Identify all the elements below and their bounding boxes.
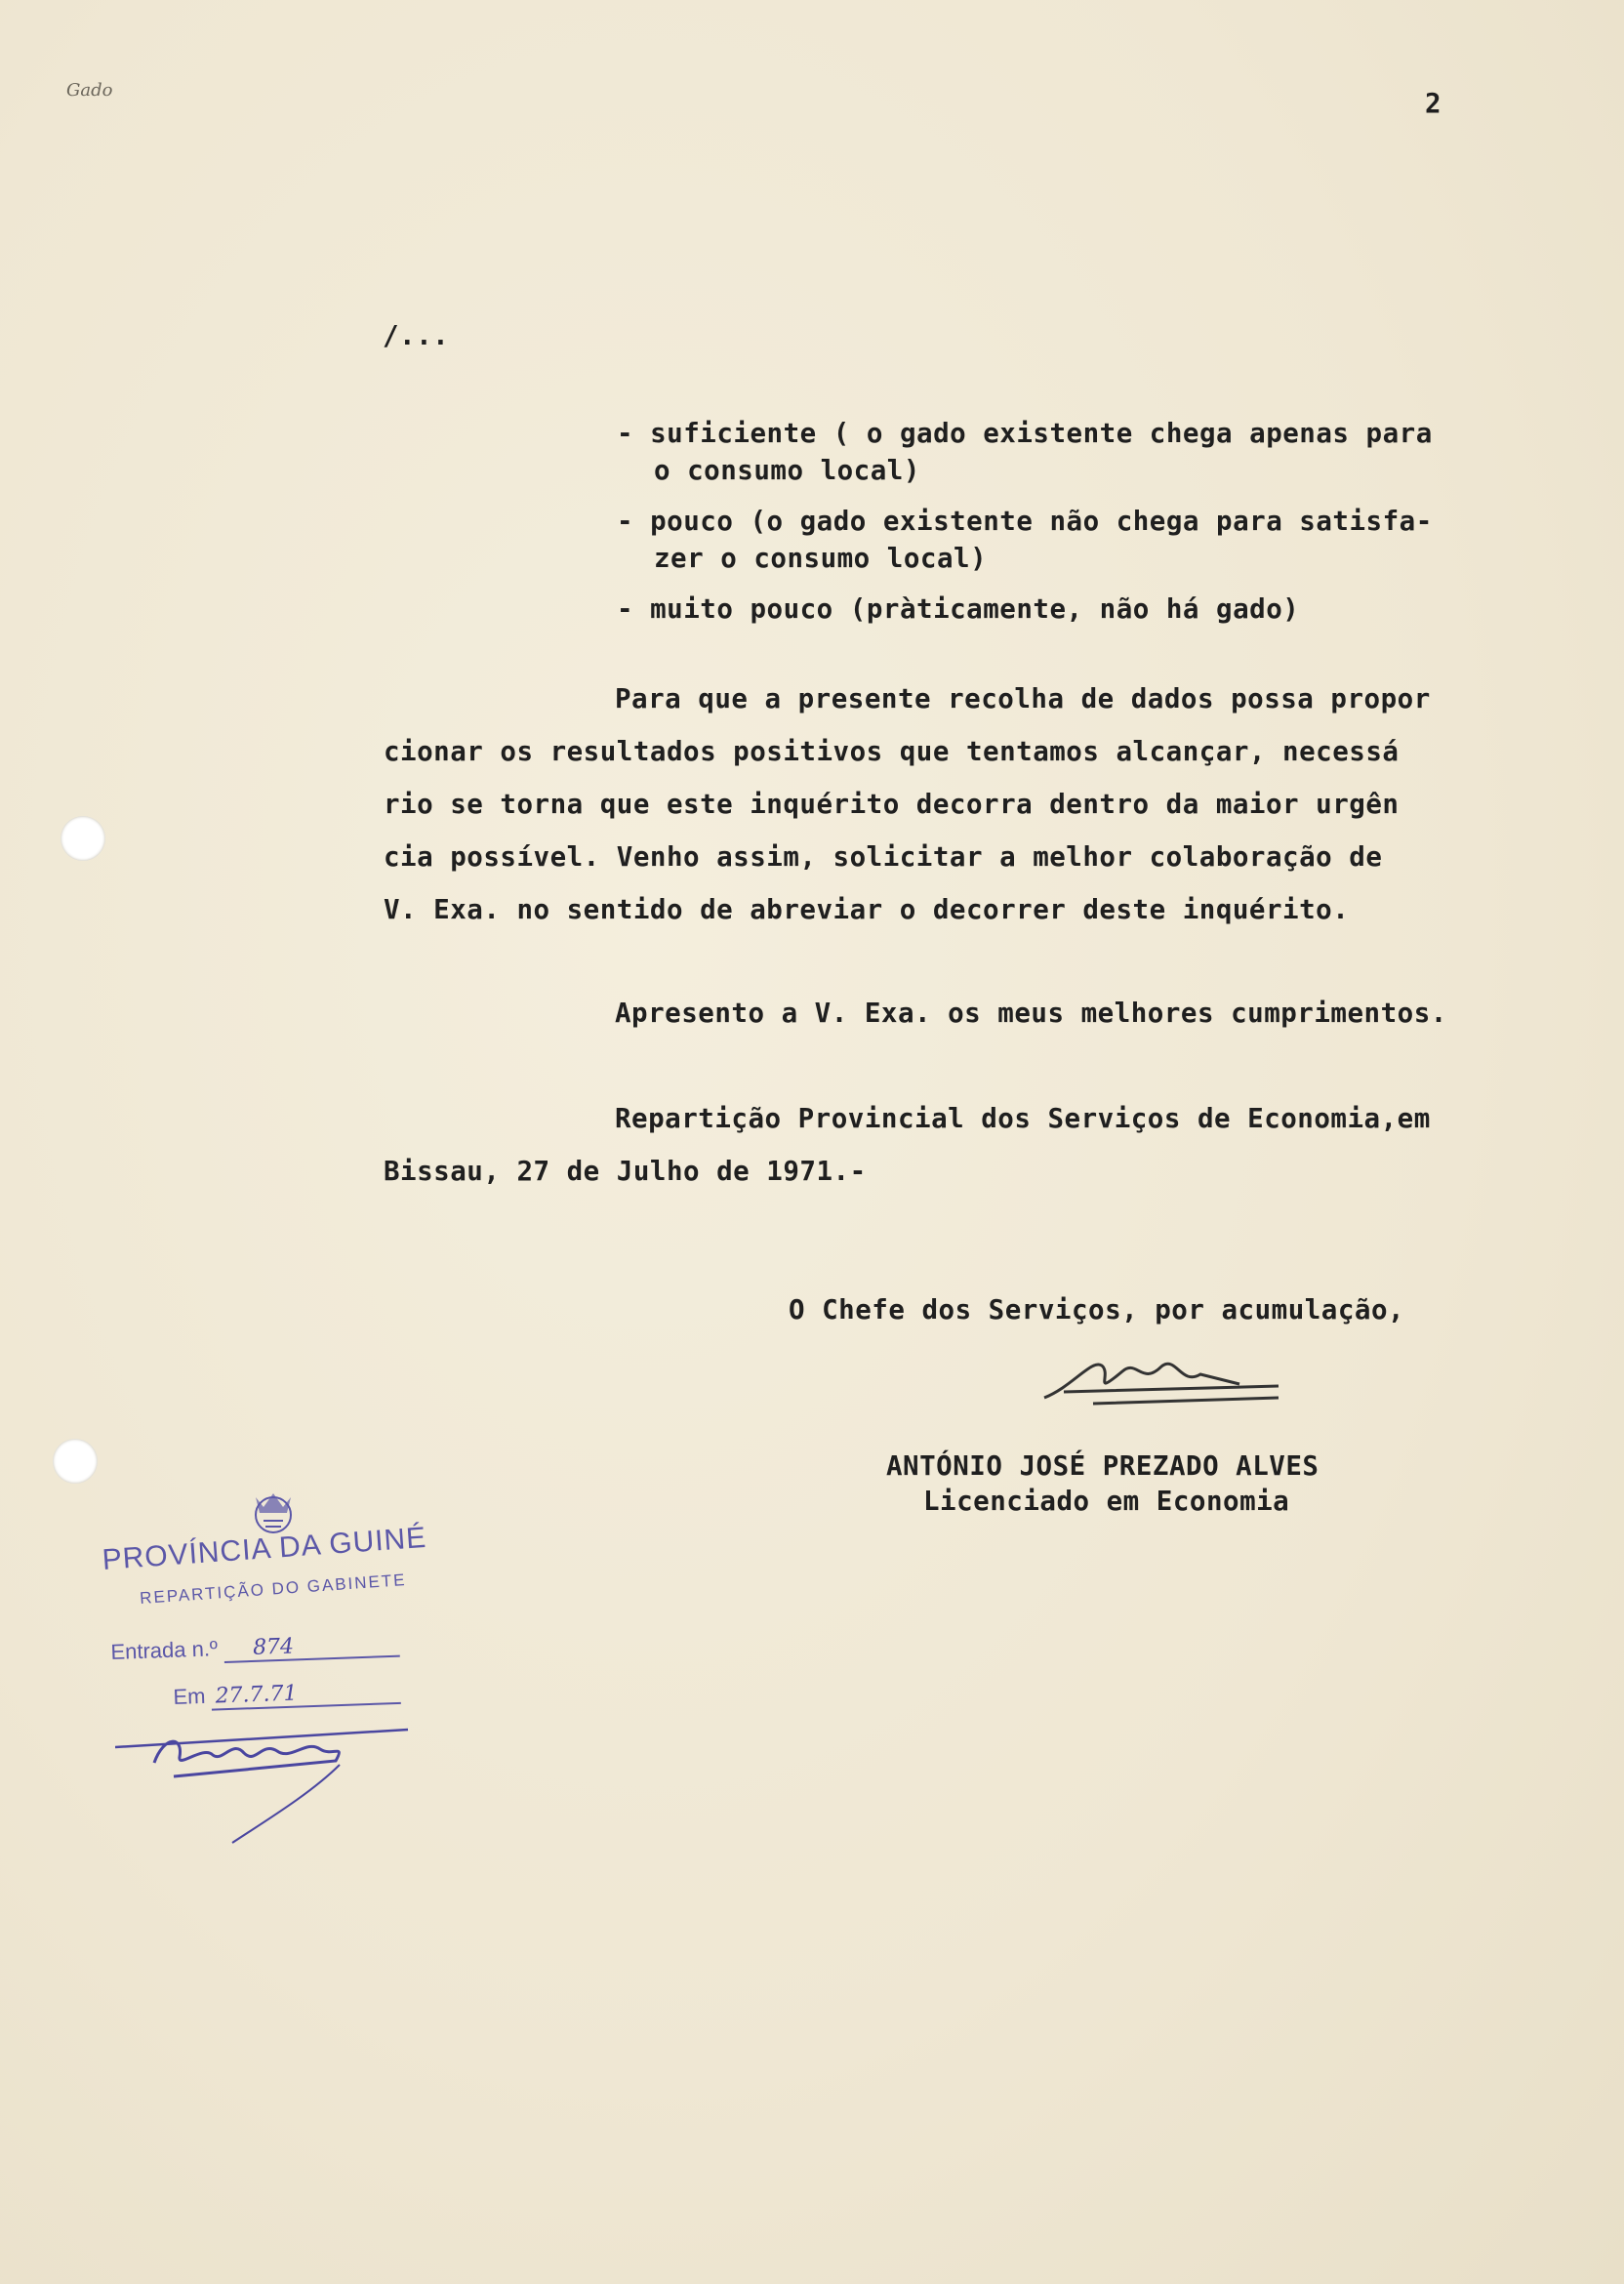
place-line: Repartição Provincial dos Serviços de Economia,em [615,1103,1431,1134]
corner-note: Gado [66,80,113,101]
bullet-1-line-2: o consumo local) [654,455,920,486]
signer-name: ANTÓNIO JOSÉ PREZADO ALVES [886,1450,1320,1482]
signer-title: Licenciado em Economia [923,1486,1290,1517]
date-line: Bissau, 27 de Julho de 1971.- [384,1156,867,1187]
signature-mark [1035,1347,1288,1415]
page-number: 2 [1425,88,1442,119]
paragraph-line-3: rio se torna que este inquérito decorra dentro da maior urgên [384,789,1400,820]
continuation-mark: /... [383,320,450,351]
stamp-subtitle: REPARTIÇÃO DO GABINETE [139,1570,408,1609]
received-stamp [98,1484,488,1855]
bullet-2-line-2: zer o consumo local) [654,543,988,574]
stamp-title: PROVÍNCIA DA GUINÉ [101,1521,428,1577]
bullet-2-line-1: - pouco (o gado existente não chega para satisfa- [617,506,1433,537]
stamp-date-label: Em [173,1683,206,1710]
signer-role: O Chefe dos Serviços, por acumulação, [789,1294,1405,1326]
stamp-signature-mark [115,1706,486,1853]
punch-hole-bottom [53,1439,98,1484]
paragraph-line-2: cionar os resultados positivos que tentamos alcançar, necessá [384,736,1400,767]
stamp-entry-number: 874 [223,1631,400,1663]
bullet-1-line-1: - suficiente ( o gado existente chega apenas para [617,418,1433,449]
stamp-entry [110,1630,399,1667]
paragraph-line-1: Para que a presente recolha de dados possa propor [615,683,1431,714]
punch-hole-top [61,816,105,861]
paragraph-line-5: V. Exa. no sentido de abreviar o decorrer deste inquérito. [384,894,1350,925]
bullet-3-line-1: - muito pouco (pràticamente, não há gado) [617,593,1300,625]
paragraph-line-4: cia possível. Venho assim, solicitar a melhor colaboração de [384,841,1383,873]
stamp-entry-label: Entrada n.º [110,1636,219,1665]
closing-line: Apresento a V. Exa. os meus melhores cumprimentos. [615,998,1447,1029]
stamp-date-value: 27.7.71 [211,1678,401,1711]
